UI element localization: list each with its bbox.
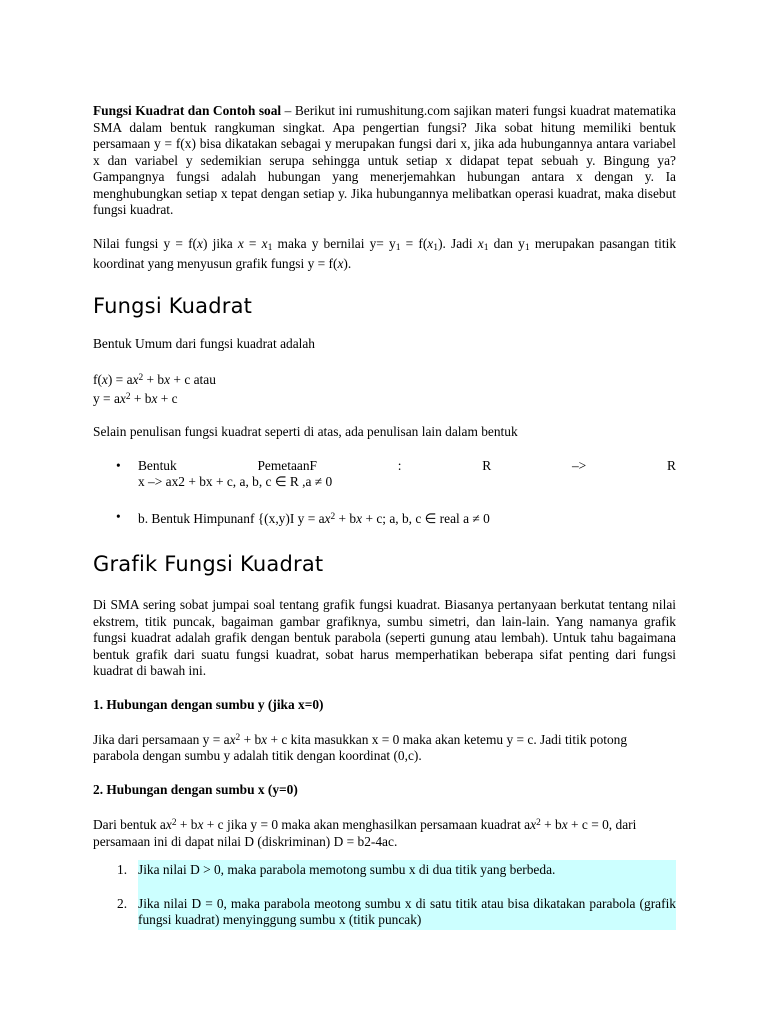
bullet-icon: • <box>116 457 121 473</box>
set-form-line: b. Bentuk Himpunanf {(x,y)I $y = ax^2$ + bx + c; a, b, c ∈ real a ≠ 0 <box>138 511 490 527</box>
list-item <box>93 860 676 880</box>
item-text: Jika nilai D > 0, maka parabola memotong sumbu x di dua titik yang berbeda. <box>138 860 676 880</box>
item-number: 1. <box>117 862 128 878</box>
intro-title: Fungsi Kuadrat dan Contoh soal <box>93 103 282 118</box>
list-item <box>93 509 676 527</box>
intro-paragraph <box>93 103 676 219</box>
formula-1: $f(x) = ax^2$ + bx + c atau <box>93 372 216 388</box>
subheading-x-axis: 2. Hubungan dengan sumbu x (y=0) <box>93 781 298 797</box>
graph-intro-paragraph: Di SMA sering sobat jumpai soal tentang grafik fungsi kuadrat. Biasanya pertanyaan berkutat tentang nilai ekstrem, titik puncak, bagaiman gambar grafiknya, sumbu simetri, dan lain-lain. Yang namanya grafik fungsi kuadrat adalah grafik dengan bentuk parabola (seperti gunung atau lembah). Untuk tahu bagaimana bentuk grafik dari suatu fungsi kuadrat, sobat harus memperhatikan beberapa sifat penting dari fungsi kuadrat di bawah ini. <box>93 597 676 679</box>
mapping-form-expression: x –> ax2 + bx + c, a, b, c ∈ R ,a ≠ 0 <box>138 473 333 489</box>
list-item <box>93 458 676 490</box>
heading-grafik-fungsi-kuadrat: Grafik Fungsi Kuadrat <box>93 552 324 577</box>
y-axis-paragraph: Jika dari persamaan $y = ax^2$ + bx + c kita masukkan x = 0 maka akan ketemu y = c. Jadi titik potong parabola dengan sumbu y adalah titik dengan koordinat (0,c). <box>93 731 628 764</box>
form-list <box>93 458 676 527</box>
bullet-icon: • <box>116 508 121 524</box>
intro-paragraph-2: Nilai fungsi y = f(x) jika $x = x_1$ maka y bernilai $y= y_1 = f(x_1)$. Jadi $x_1$ dan $y_1$ merupakan pasangan titik koordinat yang menyusun grafik fungsi y = f(x). <box>93 235 677 271</box>
alternate-form-intro: Selain penulisan fungsi kuadrat seperti di atas, ada penulisan lain dalam bentuk <box>93 424 518 440</box>
general-form-intro: Bentuk Umum dari fungsi kuadrat adalah <box>93 336 316 352</box>
list-item <box>93 880 676 930</box>
heading-fungsi-kuadrat: Fungsi Kuadrat <box>93 294 253 319</box>
formula-2: $y = ax^2$ + bx + c <box>93 390 178 406</box>
intro-text: – Berikut ini rumushitung.com sajikan materi fungsi kuadrat matematika SMA dalam bentuk rangkuman singkat. Apa pengertian fungsi? Jika sobat hitung memiliki bentuk persamaan y = f(x) bisa dikatakan sebagai y merupakan fungsi dari x, jika ada hubungannya antara variabel x dan variabel y sedemikian serupa sehingga untuk setiap x didapat tepat sebuah y. Bingung ya? Gampangnya fungsi adalah hubungan yang menerjemahkan hubungan antara x dengan y. Ia menghubungkan setiap x tepat dengan setiap y. Jika hubungannya melibatkan operasi kuadrat, maka disebut fungsi kuadrat. <box>93 103 676 217</box>
highlight-spacer <box>138 880 676 894</box>
subheading-y-axis: 1. Hubungan dengan sumbu y (jika x=0) <box>93 696 324 712</box>
item-number: 2. <box>117 896 128 912</box>
item-text: Jika nilai D = 0, maka parabola meotong sumbu x di satu titik atau bisa dikatakan parabola (grafik fungsi kuadrat) menyinggung sumbu x (titik puncak) <box>138 894 676 930</box>
discriminant-list <box>93 860 676 930</box>
document-page <box>93 103 676 930</box>
x-axis-paragraph: Dari bentuk $ax^2$ + bx + c jika y = 0 maka akan menghasilkan persamaan kuadrat $ax^2$ + bx + c = 0, dari persamaan ini di dapat nilai D (diskriminan) D = b2-4ac. <box>93 817 637 849</box>
mapping-form-line: Bentuk PemetaanF : R –> R <box>138 457 676 473</box>
